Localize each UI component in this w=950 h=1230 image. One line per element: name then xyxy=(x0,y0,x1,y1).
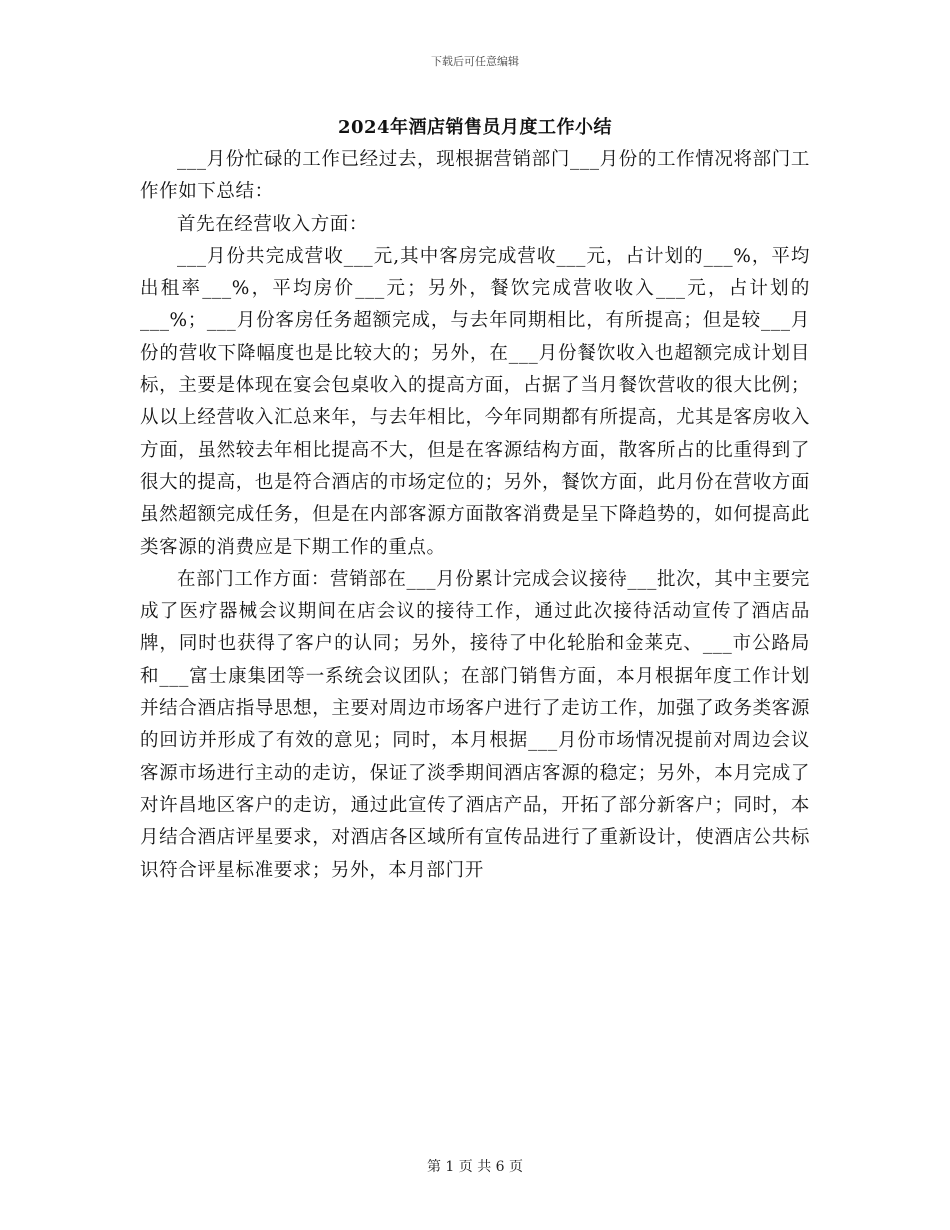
paragraph-department-work: 在部门工作方面：营销部在___月份累计完成会议接待___批次，其中主要完成了医疗器械会议期间在店会议的接待工作，通过此次接待活动宣传了酒店品牌，同时也获得了客户的认同；另外，接待了中化轮胎和金莱克、___市公路局和___富士康集团等一系统会议团队；在部门销售方面，本月根据年度工作计划并结合酒店指导思想，主要对周边市场客户进行了走访工作，加强了政务类客源的回访并形成了有效的意见；同时，本月根据___月份市场情况提前对周边会议客源市场进行主动的走访，保证了淡季期间酒店客源的稳定；另外，本月完成了对许昌地区客户的走访，通过此宣传了酒店产品，开拓了部分新客户；同时，本月结合酒店评星要求，对酒店各区域所有宣传品进行了重新设计，使酒店公共标识符合评星标准要求；另外，本月部门开 xyxy=(140,568,810,881)
page-number: 第 1 页 共 6 页 xyxy=(426,1159,524,1175)
paragraph-revenue-heading: 首先在经营收入方面： xyxy=(177,213,369,235)
paragraph-revenue-details: ___月份共完成营收___元,其中客房完成营收___元，占计划的___%，平均出租率___%，平均房价___元；另外，餐饮完成营收收入___元，占计划的___%；___月份客房任务超额完成，与去年同期相比，有所提高；但是较___月份的营收下降幅度也是比较大的；另外，在___月份餐饮收入也超额完成计划目标，主要是体现在宴会包桌收入的提高方面，占据了当月餐饮营收的很大比例；从以上经营收入汇总来年，与去年相比，今年同期都有所提高，尤其是客房收入方面，虽然较去年相比提高不大，但是在客源结构方面，散客所占的比重得到了很大的提高，也是符合酒店的市场定位的；另外，餐饮方面，此月份在营收方面虽然超额完成任务，但是在内部客源方面散客消费是呈下降趋势的，如何提高此类客源的消费应是下期工作的重点。 xyxy=(140,245,810,558)
document-body xyxy=(140,144,810,887)
document-title: 2024年酒店销售员月度工作小结 xyxy=(337,117,613,138)
paragraph-intro: ___月份忙碌的工作已经过去，现根据营销部门___月份的工作情况将部门工作作如下总结： xyxy=(140,149,810,203)
header-note: 下载后可任意编辑 xyxy=(431,55,519,68)
